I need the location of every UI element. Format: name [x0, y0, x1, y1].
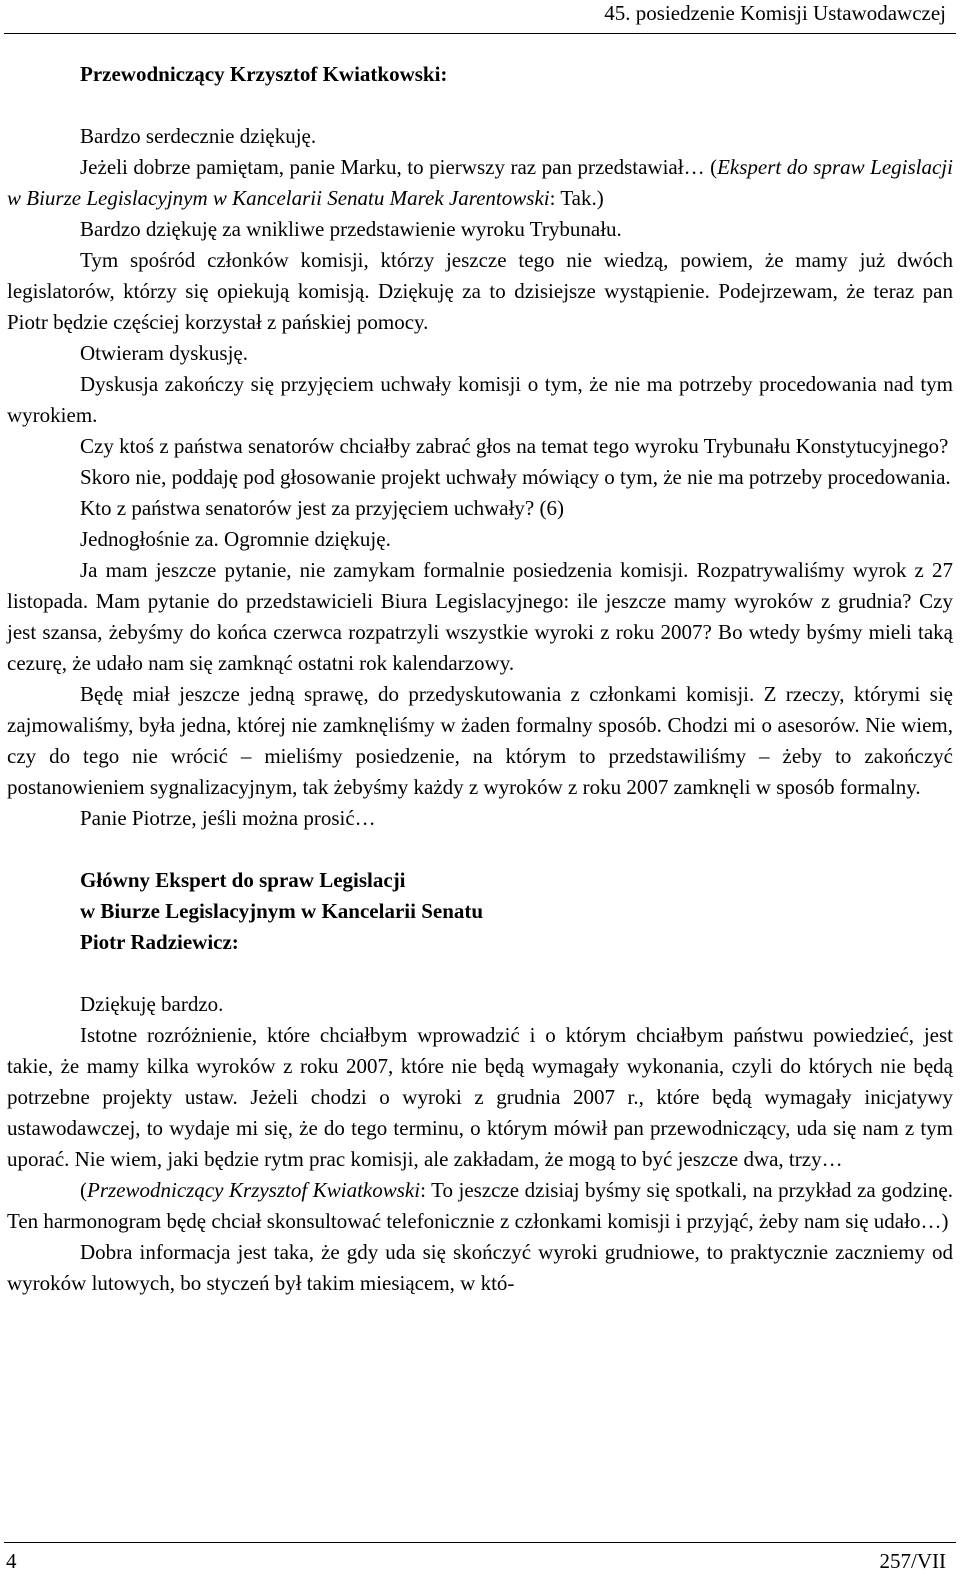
- document-body: [7, 59, 953, 1299]
- page-number: 4: [6, 1549, 17, 1573]
- speaker-heading: [7, 865, 953, 958]
- speaker-title-line: w Biurze Legislacyjnym w Kancelarii Senatu: [80, 899, 484, 923]
- paragraph: Ja mam jeszcze pytanie, nie zamykam formalnie posiedzenia komisji. Rozpatrywaliśmy wyrok z 27 listopada. Mam pytanie do przedstawicieli Biura Legislacyjnego: ile jeszcze mamy wyroków z grudnia? Czy jest szansa, żebyśmy do końca czerwca rozpatrzyli wszystkie wyroki z roku 2007? Bo wtedy byśmy mieli taką cezurę, że udało nam się zamknąć ostatni rok kalendarzowy.: [7, 558, 953, 675]
- paragraph: Jeżeli dobrze pamiętam, panie Marku, to pierwszy raz pan przedstawiał… (Ekspert do spraw Legislacji w Biurze Legislacyjnym w Kancelarii Senatu Marek Jarentowski: Tak.): [7, 155, 953, 210]
- paragraph: Istotne rozróżnienie, które chciałbym wprowadzić i o którym chciałbym państwu powiedzieć, jest takie, że mamy kilka wyroków z roku 2007, które nie będą wymagały wykonania, czyli do których nie będą potrzebne projekty ustaw. Jeżeli chodzi o wyroki z grudnia 2007 r., które będą wymagały inicjatywy ustawodawczej, to wydaje mi się, że do tego terminu, o którym mówił pan przewodniczący, uda się nam z tym uporać. Nie wiem, jaki będzie rytm prac komisji, ale zakładam, że mogą to być jeszcze dwa, trzy…: [7, 1023, 953, 1171]
- page-header: 45. posiedzenie Komisji Ustawodawczej: [604, 1, 946, 25]
- inline-speaker: Ekspert do spraw Legislacji w Biurze Legislacyjnym w Kancelarii Senatu Marek Jarentowski: [7, 155, 953, 210]
- inline-speaker: Przewodniczący Krzysztof Kwiatkowski: [87, 1178, 421, 1202]
- header-divider: [4, 33, 956, 34]
- paragraph: Otwieram dyskusję.: [80, 341, 248, 365]
- paragraph: (Przewodniczący Krzysztof Kwiatkowski: To jeszcze dzisiaj byśmy się spotkali, na przykład za godzinę. Ten harmonogram będę chciał skonsultować telefonicznie z członkami komisji i przyjąć, żeby nam się udało…): [7, 1178, 954, 1233]
- paragraph: Będę miał jeszcze jedną sprawę, do przedyskutowania z członkami komisji. Z rzeczy, którymi się zajmowaliśmy, była jedna, której nie zamknęliśmy w żaden formalny sposób. Chodzi mi o asesorów. Nie wiem, czy do tego nie wrócić – mieliśmy posiedzenie, na którym to przedstawiliśmy – żeby to zakończyć postanowieniem sygnalizacyjnym, tak żebyśmy każdy z wyroków z roku 2007 zamknęli w sposób formalny.: [7, 682, 953, 799]
- paragraph: Dobra informacja jest taka, że gdy uda się skończyć wyroki grudniowe, to praktycznie zaczniemy od wyroków lutowych, bo styczeń był takim miesiącem, w któ-: [7, 1240, 953, 1295]
- paragraph: Panie Piotrze, jeśli można prosić…: [80, 806, 376, 830]
- speaker-name: Piotr Radziewicz:: [80, 930, 239, 954]
- speaker-heading: Przewodniczący Krzysztof Kwiatkowski:: [80, 62, 448, 86]
- paragraph: Kto z państwa senatorów jest za przyjęciem uchwały? (6): [80, 496, 564, 520]
- speaker-title-line: Główny Ekspert do spraw Legislacji: [80, 868, 406, 892]
- paragraph: Czy ktoś z państwa senatorów chciałby zabrać głos na temat tego wyroku Trybunału Konstytucyjnego?: [80, 434, 949, 458]
- paragraph: Dziękuję bardzo.: [80, 992, 224, 1016]
- paragraph: Bardzo dziękuję za wnikliwe przedstawienie wyroku Trybunału.: [80, 217, 622, 241]
- spacer: [7, 834, 953, 865]
- paragraph: Bardzo serdecznie dziękuję.: [80, 124, 317, 148]
- page-footer: [4, 1542, 956, 1573]
- paragraph: Skoro nie, poddaję pod głosowanie projekt uchwały mówiący o tym, że nie ma potrzeby procedowania.: [80, 465, 951, 489]
- paragraph: Jednogłośnie za. Ogromnie dziękuję.: [80, 527, 391, 551]
- volume-number: 257/VII: [879, 1549, 946, 1573]
- paragraph: Dyskusja zakończy się przyjęciem uchwały komisji o tym, że nie ma potrzeby procedowania nad tym wyrokiem.: [7, 372, 953, 427]
- paragraph: Tym spośród członków komisji, którzy jeszcze tego nie wiedzą, powiem, że mamy już dwóch legislatorów, którzy się opiekują komisją. Dziękuję za to dzisiejsze wystąpienie. Podejrzewam, że teraz pan Piotr będzie częściej korzystał z pańskiej pomocy.: [7, 248, 953, 334]
